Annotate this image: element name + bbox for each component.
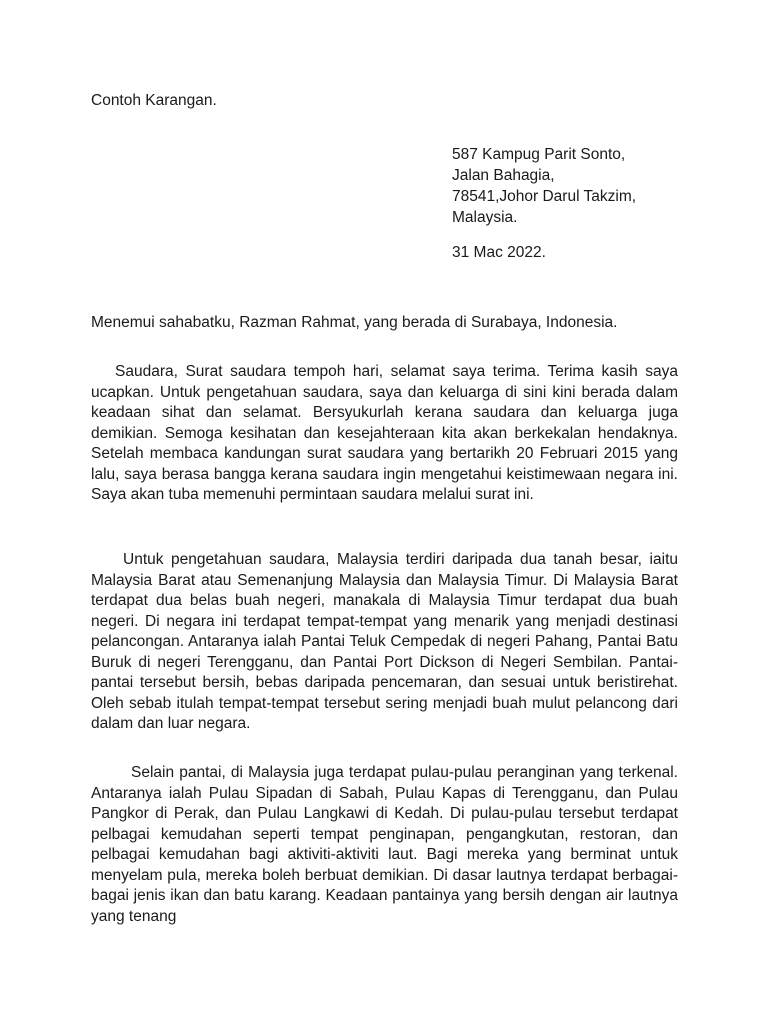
- letter-date: 31 Mac 2022.: [452, 244, 546, 261]
- address-line: 78541,Johor Darul Takzim,: [452, 188, 637, 205]
- body-paragraph: Untuk pengetahuan saudara, Malaysia terdiri daripada dua tanah besar, iaitu Malaysia Barat atau Semenanjung Malaysia dan Malaysia Timur. Di Malaysia Barat terdapat dua belas buah negeri, manakala di Malaysia Timur terdapat dua buah negeri. Di negara ini terdapat tempat-tempat yang menarik yang menjadi destinasi pelancongan. Antaranya ialah Pantai Teluk Cempedak di negeri Pahang, Pantai Batu Buruk di negeri Terengganu, dan Pantai Port Dickson di Negeri Sembilan. Pantai-pantai tersebut bersih, bebas daripada pencemaran, dan sesuai untuk beristirehat. Oleh sebab itulah tempat-tempat tersebut sering menjadi buah mulut pelancong dari dalam dan luar negara.: [91, 551, 678, 732]
- body-paragraph: Selain pantai, di Malaysia juga terdapat pulau-pulau peranginan yang terkenal. Antaranya ialah Pulau Sipadan di Sabah, Pulau Kapas di Terengganu, dan Pulau Pangkor di Perak, dan Pulau Langkawi di Kedah. Di pulau-pulau tersebut terdapat pelbagai kemudahan seperti tempat penginapan, pengangkutan, restoran, dan pelbagai kemudahan bagi aktiviti-aktiviti laut. Bagi mereka yang berminat untuk menyelam pula, mereka boleh berbuat demikian. Di dasar lautnya terdapat berbagai-bagai jenis ikan dan batu karang. Keadaan pantainya yang bersih dengan air lautnya yang tenang: [91, 764, 678, 925]
- body-paragraph: Saudara, Surat saudara tempoh hari, selamat saya terima. Terima kasih saya ucapkan. Untuk pengetahuan saudara, saya dan keluarga di sini kini berada dalam keadaan sihat dan selamat. Bersyukurlah kerana saudara dan keluarga juga demikian. Semoga kesihatan dan kesejahteraan kita akan berkekalan hendaknya. Setelah membaca kandungan surat saudara yang bertarikh 20 Februari 2015 yang lalu, saya berasa bangga kerana saudara ingin mengetahui keistimewaan negara ini. Saya akan tuba memenuhi permintaan saudara melalui surat ini.: [91, 363, 678, 503]
- letter-heading: Contoh Karangan.: [91, 92, 217, 109]
- address-line: Jalan Bahagia,: [452, 167, 555, 184]
- sender-address: [452, 144, 636, 228]
- address-line: 587 Kampug Parit Sonto,: [452, 146, 626, 163]
- address-line: Malaysia.: [452, 209, 518, 226]
- letter-greeting: Menemui sahabatku, Razman Rahmat, yang berada di Surabaya, Indonesia.: [91, 314, 618, 331]
